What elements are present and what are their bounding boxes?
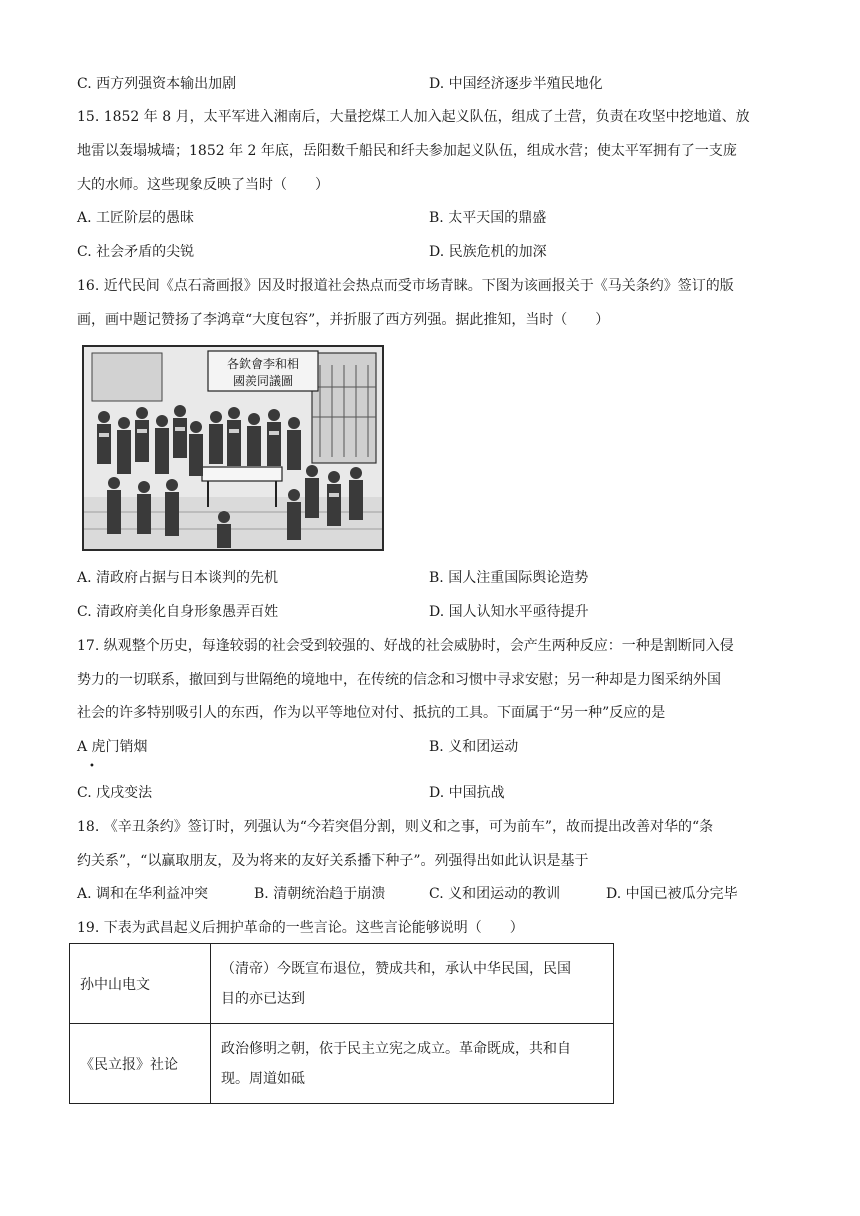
print-speck: • <box>89 761 95 772</box>
q18-option-b: B. 清朝统治趋于崩溃 <box>254 886 386 902</box>
q14-option-d: D. 中国经济逐步半殖民地化 <box>429 76 603 92</box>
q16-stem-line-1: 16. 近代民间《点石斋画报》因及时报道社会热点而受市场青睐。下图为该画报关于《马关条约》签订的版 <box>77 278 734 294</box>
table-row <box>70 1024 614 1104</box>
q19-quotes-table <box>69 943 614 1104</box>
q16-option-a: A. 清政府占据与日本谈判的先机 <box>77 570 279 586</box>
q17-stem-line-2: 势力的一切联系，撤回到与世隔绝的境地中，在传统的信念和习惯中寻求安慰；另一种却是力图采纳外国 <box>77 672 721 688</box>
q15-stem-line-2: 地雷以轰塌城墙；1852 年 2 年底，岳阳数千船民和纤夫参加起义队伍，组成水营；使太平军拥有了一支庞 <box>77 143 737 159</box>
q17-option-b: B. 义和团运动 <box>429 739 519 755</box>
table-cell-source: 《民立报》社论 <box>70 1024 211 1104</box>
q14-option-c: C. 西方列强资本输出加剧 <box>77 76 237 92</box>
quote-line: 政治修明之朝，依于民主立宪之成立。革命既成，共和自 <box>221 1040 571 1057</box>
q17-stem-line-1: 17. 纵观整个历史，每逢较弱的社会受到较强的、好战的社会威胁时，会产生两种反应：一种是割断同入侵 <box>77 638 734 654</box>
q18-stem-line-1: 18. 《辛丑条约》签订时，列强认为“今若突倡分割，则义和之事，可为前车”，故而提出改善对华的“条 <box>77 819 714 835</box>
q18-option-c: C. 义和团运动的教训 <box>429 886 561 902</box>
treaty-signing-engraving-icon <box>84 347 382 549</box>
q17-option-d: D. 中国抗战 <box>429 785 505 801</box>
q15-option-c: C. 社会矛盾的尖锐 <box>77 244 195 260</box>
q17-stem-line-3: 社会的许多特别吸引人的东西，作为以平等地位对付、抵抗的工具。下面属于“另一种”反应的是 <box>77 705 666 721</box>
q15-option-b: B. 太平天国的鼎盛 <box>429 210 547 226</box>
q17-option-a: A 虎门销烟 <box>77 739 148 755</box>
quote-line: （清帝）今既宣布退位，赞成共和，承认中华民国，民国 <box>221 960 571 977</box>
table-cell-quote <box>211 1024 614 1104</box>
q15-option-a: A. 工匠阶层的愚昧 <box>77 210 195 226</box>
table-cell-quote <box>211 944 614 1024</box>
q16-option-c: C. 清政府美化自身形象愚弄百姓 <box>77 604 279 620</box>
q18-option-a: A. 调和在华利益冲突 <box>77 886 209 902</box>
q16-stem-line-2: 画，画中题记赞扬了李鸿章“大度包容”，并折服了西方列强。据此推知，当时（ ） <box>77 312 610 328</box>
table-row <box>70 944 614 1024</box>
q17-option-c: C. 戊戌变法 <box>77 785 153 801</box>
figure-caption-line-1: 各欽會李和相 <box>226 357 300 371</box>
table-cell-source: 孙中山电文 <box>70 944 211 1024</box>
q19-stem: 19. 下表为武昌起义后拥护革命的一些言论。这些言论能够说明（ ） <box>77 920 524 936</box>
q16-option-b: B. 国人注重国际舆论造势 <box>429 570 589 586</box>
figure-caption-line-2: 國羨同議圖 <box>232 374 294 388</box>
woodcut-illustration <box>82 345 384 551</box>
q15-stem-line-3: 大的水师。这些现象反映了当时（ ） <box>77 177 329 193</box>
q16-option-d: D. 国人认知水平亟待提升 <box>429 604 589 620</box>
quote-line: 现。周道如砥 <box>221 1070 305 1087</box>
q18-option-d: D. 中国已被瓜分完毕 <box>606 886 738 902</box>
quote-line: 目的亦已达到 <box>221 990 305 1007</box>
q15-stem-line-1: 15. 1852 年 8 月，太平军进入湘南后，大量挖煤工人加入起义队伍，组成了土营，负责在攻坚中挖地道、放 <box>77 109 750 125</box>
q18-stem-line-2: 约关系”，“以赢取朋友，及为将来的友好关系播下种子”。列强得出如此认识是基于 <box>77 853 589 869</box>
q15-option-d: D. 民族危机的加深 <box>429 244 547 260</box>
